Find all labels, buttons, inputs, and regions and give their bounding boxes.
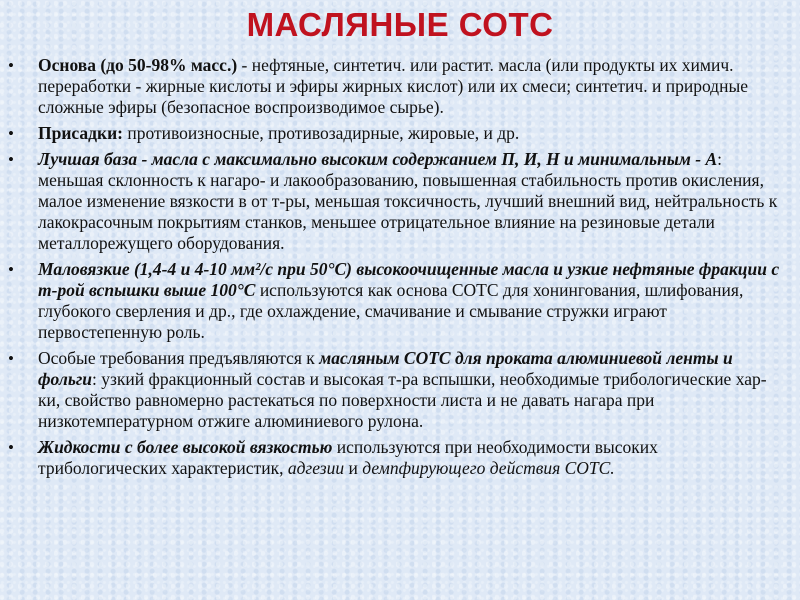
bullet-icon: •: [8, 56, 14, 75]
body-text: : узкий фракционный состав и высокая т-ра вспышки, необходимые трибологические хар-ки, свойство равномерно растекаться по поверхности листа и не давать нагара при низкотемпературном отжиге алюминиевого рулона.: [38, 369, 767, 431]
emphasis-text: Присадки:: [38, 123, 124, 143]
bullet-item: [0, 348, 800, 432]
bullet-item: [0, 259, 800, 343]
body-text: - нефтяные, синтетич. или растит. масла (или продукты их химич. переработки - жирные кислоты и эфиры жирных кислот) или их смеси; синтетич. и природные сложные эфиры (безопасное воспроизводимое сырье).: [38, 55, 748, 117]
bullet-icon: •: [8, 260, 14, 279]
bullet-icon: •: [8, 150, 14, 169]
emphasis-text: Лучшая база - масла с максимально высоким содержанием П, И, Н и минимальным - А: [38, 149, 718, 169]
bullet-icon: •: [8, 438, 14, 457]
body-text: Особые требования предъявляются к: [38, 348, 320, 368]
body-text: : меньшая склонность к нагаро- и лакообразованию, повышенная стабильность против окисления, малое изменение вязкости в от т-ры, меньшая токсичность, лучший внешний вид, нейтральность к лакокрасочным покрытиям станков, меньшее отрицательное влияние на резиновые детали металлорежущего оборудования.: [38, 149, 778, 253]
bullet-icon: •: [8, 124, 14, 143]
bullet-item: [0, 149, 800, 254]
body-text: противоизносные, противозадирные, жировые, и др.: [123, 123, 520, 143]
emphasis-text: Жидкости с более высокой вязкостью: [38, 437, 333, 457]
bullet-item: [0, 437, 800, 479]
italic-text: адгезии: [287, 458, 345, 478]
bullet-list: [0, 55, 800, 484]
bullet-item: [0, 55, 800, 118]
bullet-item: [0, 123, 800, 144]
emphasis-text: масляным СОТС для проката алюминиевой ленты и фольги: [38, 348, 733, 389]
body-text: и: [344, 458, 363, 478]
slide-title: МАСЛЯНЫЕ СОТС: [246, 6, 554, 43]
emphasis-text: Маловязкие (1,4-4 и 4-10 мм²/с при 50°С) высокоочищенные масла и узкие нефтяные фракции с т-рой вспышки выше 100°С: [38, 259, 780, 300]
emphasis-text: Основа (до 50-98% масс.): [38, 55, 238, 75]
italic-text: демпфирующего действия СОТС.: [362, 458, 615, 478]
bullet-icon: •: [8, 349, 14, 368]
body-text: используются как основа СОТС для хонингования, шлифования, глубокого сверления и др., где охлаждение, смачивание и смывание стружки играют первостепенную роль.: [38, 280, 744, 342]
body-text: используются при необходимости высоких трибологических характеристик,: [38, 437, 658, 478]
